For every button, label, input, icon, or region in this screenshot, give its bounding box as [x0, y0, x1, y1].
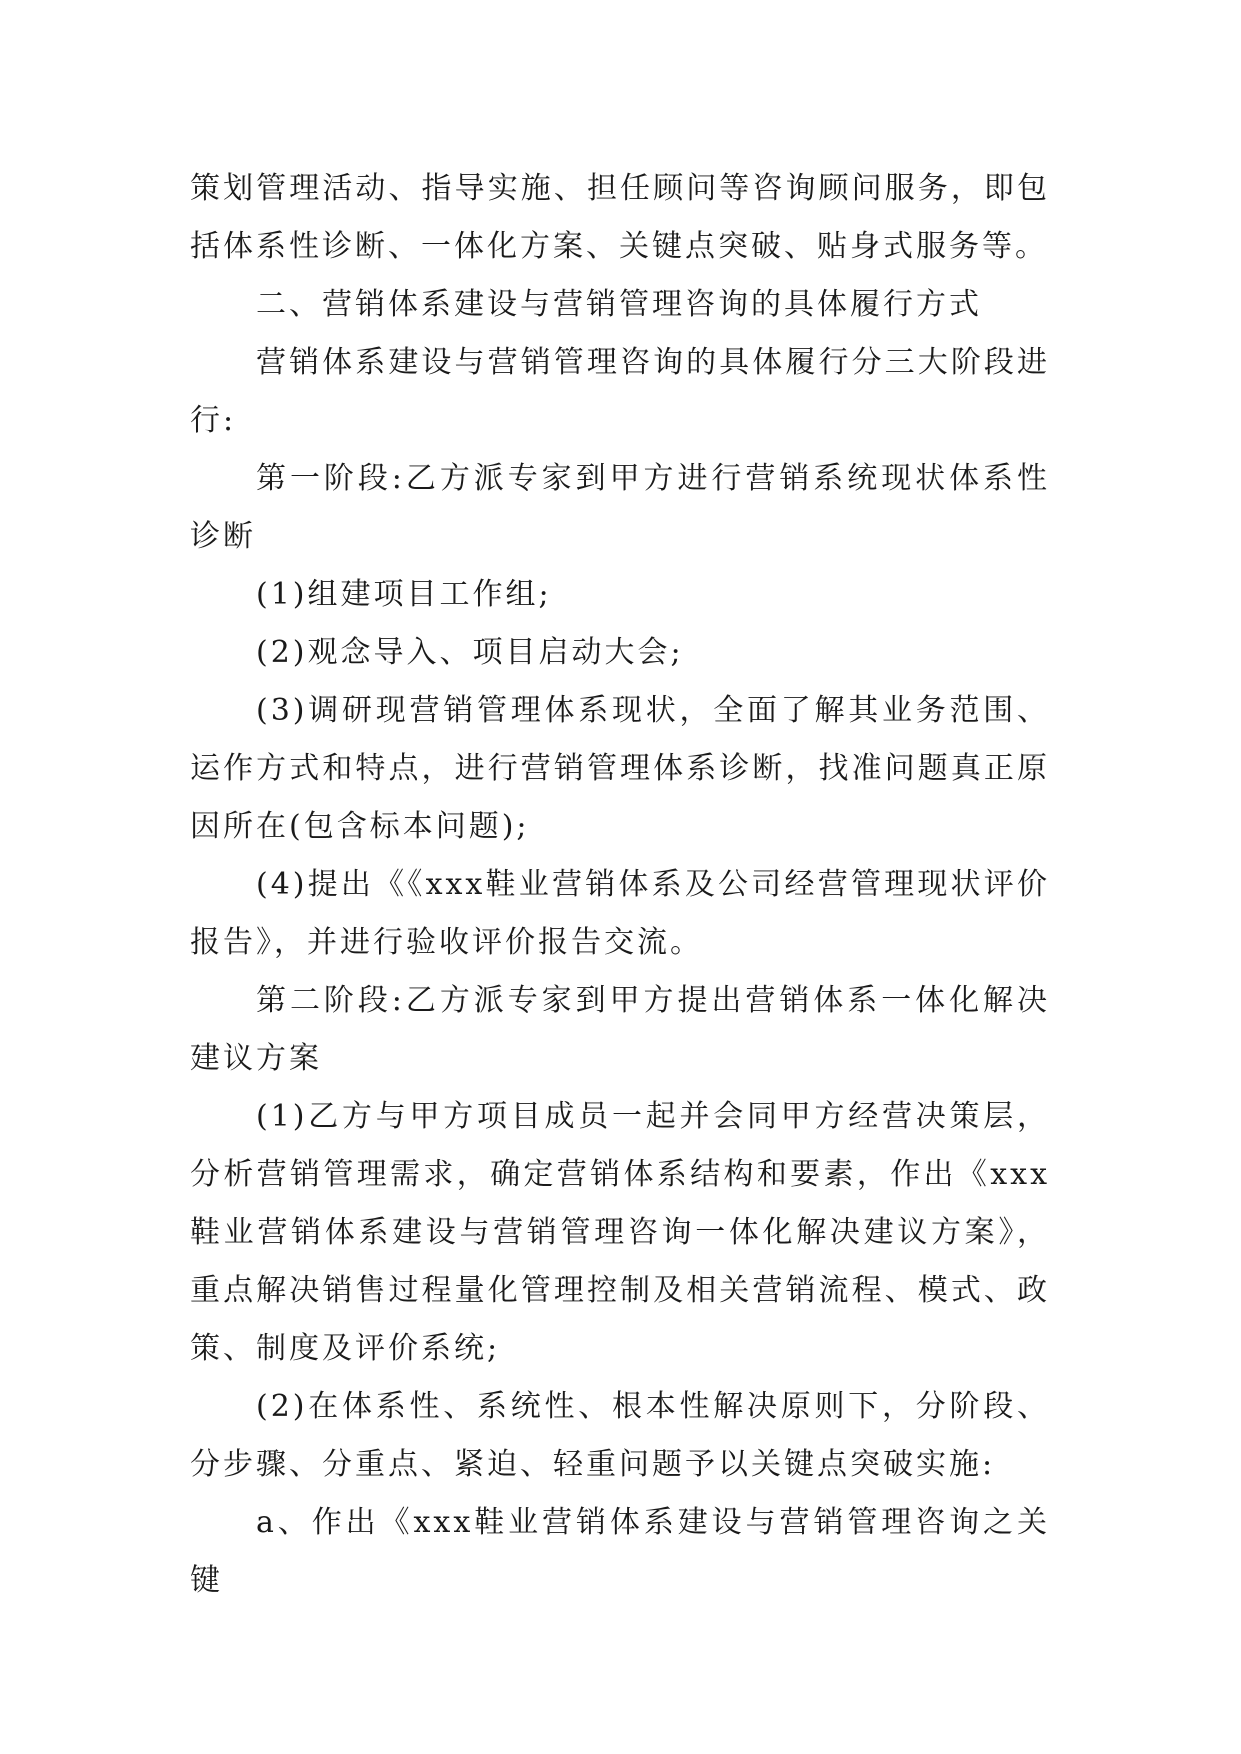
paragraph: 营销体系建设与营销管理咨询的具体履行分三大阶段进行: [190, 345, 1050, 438]
list-item: (2)观念导入、项目启动大会; [256, 635, 684, 670]
list-item: (1)乙方与甲方项目成员一起并会同甲方经营决策层，分析营销管理需求，确定营销体系结构和要素，作出《xxx鞋业营销体系建设与营销管理咨询一体化解决建议方案》，重点解决销售过程量化管理控制及相关营销流程、模式、政策、制度及评价系统; [190, 1099, 1050, 1366]
paragraph: 策划管理活动、指导实施、担任顾问等咨询顾问服务，即包括体系性诊断、一体化方案、关键点突破、贴身式服务等。 [190, 171, 1050, 264]
list-item: (4)提出《《xxx鞋业营销体系及公司经营管理现状评价报告》，并进行验收评价报告交流。 [190, 867, 1050, 960]
list-item: a、作出《xxx鞋业营销体系建设与营销管理咨询之关键 [190, 1505, 1050, 1598]
stage-heading: 第一阶段:乙方派专家到甲方进行营销系统现状体系性诊断 [190, 461, 1050, 554]
stage-heading: 第二阶段:乙方派专家到甲方提出营销体系一体化解决建议方案 [190, 983, 1050, 1076]
list-item: (2)在体系性、系统性、根本性解决原则下，分阶段、分步骤、分重点、紧迫、轻重问题予以关键点突破实施: [190, 1389, 1050, 1482]
document-page [190, 160, 1050, 1610]
list-item: (3)调研现营销管理体系现状，全面了解其业务范围、运作方式和特点，进行营销管理体系诊断，找准问题真正原因所在(包含标本问题); [190, 693, 1050, 844]
list-item: (1)组建项目工作组; [256, 577, 552, 612]
section-heading: 二、营销体系建设与营销管理咨询的具体履行方式 [256, 287, 982, 322]
